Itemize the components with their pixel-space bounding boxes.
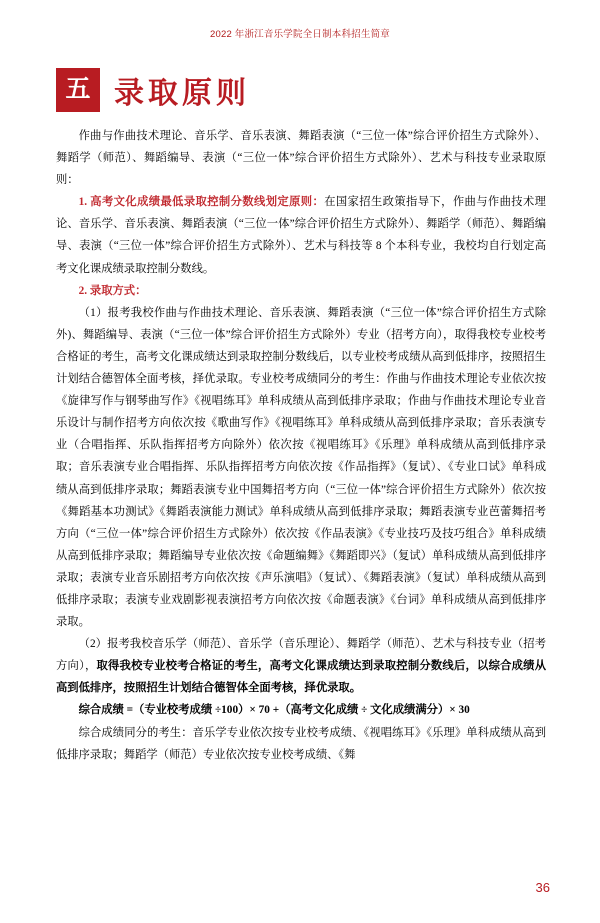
paragraph-3: 综合成绩同分的考生：音乐学专业依次按专业校考成绩、《视唱练耳》《乐理》单科成绩从高到低排序录取；舞蹈学（师范）专业依次按专业校考成绩、《舞 — [56, 726, 546, 761]
section-heading — [56, 68, 250, 112]
item1-text: 在国家招生政策指导下，作曲与作曲技术理论、音乐学、音乐表演、舞蹈表演（“三位一体”综合评价招生方式除外）、舞蹈学（师范）、舞蹈编导、表演（“三位一体”综合评价招生方式除外）、艺术与科技等 8 个本科专业，我校均自行划定高考文化课成绩录取控制分数线。 — [56, 196, 546, 275]
section-title-text: 录取原则 — [114, 77, 250, 110]
page-number: 36 — [535, 880, 550, 895]
document-body — [56, 125, 546, 766]
item2-heading: 2. 录取方式： — [78, 284, 147, 297]
paragraph-intro: 作曲与作曲技术理论、音乐学、音乐表演、舞蹈表演（“三位一体”综合评价招生方式除外）、舞蹈学（师范）、舞蹈编导、表演（“三位一体”综合评价招生方式除外）、艺术与科技专业录取原则： — [56, 130, 546, 187]
paragraph-2 — [56, 633, 546, 699]
paragraph-item1 — [56, 191, 546, 279]
item1-heading: 1. 高考文化成绩最低录取控制分数线划定原则： — [78, 196, 325, 209]
paragraph-1: （1）报考我校作曲与作曲技术理论、音乐表演、舞蹈表演（“三位一体”综合评价招生方式除外)、舞蹈编导、表演（“三位一体”综合评价招生方式除外）专业（招考方向），取得我校专业校考合格证的考生，高考文化课成绩达到录取控制分数线后，以专业校考成绩从高到低排序，按照招生计划结合德智体全面考核，择优录取。专业校考成绩同分的考生：作曲与作曲技术理论专业依次按《旋律写作与钢琴曲写作》《视唱练耳》单科成绩从高到低排序录取；作曲与作曲技术理论专业音乐设计与制作招考方向依次按《歌曲写作》《视唱练耳》单科成绩从高到低排序录取；音乐表演专业（合唱指挥、乐队指挥招考方向除外）依次按《视唱练耳》《乐理》单科成绩从高到低排序录取；音乐表演专业合唱指挥、乐队指挥招考方向依次按《作品指挥》（复试）、《专业口试》单科成绩从高到低排序录取；舞蹈表演专业中国舞招考方向（“三位一体”综合评价招生方式除外）依次按《舞蹈基本功测试》《舞蹈表演能力测试》单科成绩从高到低排序录取；舞蹈表演专业芭蕾舞招考方向（“三位一体”综合评价招生方式除外）依次按《作品表演》《专业技巧及技巧组合》单科成绩从高到低排序录取；舞蹈编导专业依次按《命题编舞》《舞蹈即兴》（复试）单科成绩从高到低排序录取；表演专业音乐剧招考方向依次按《声乐演唱》（复试）、《舞蹈表演》（复试）单科成绩从高到低排序录取；表演专业戏剧影视表演招考方向依次按《命题表演》《台词》单科成绩从高到低排序录取。 — [56, 306, 546, 629]
paragraph-2-bold: 取得我校专业校考合格证的考生，高考文化课成绩达到录取控制分数线后，以综合成绩从高到低排序，按照招生计划结合德智体全面考核，择优录取。 — [56, 660, 546, 695]
running-header: 2022 年浙江音乐学院全日制本科招生简章 — [210, 29, 390, 40]
paragraph-2-plain: （2）报考我校音乐学（师范）、音乐学（音乐理论）、舞蹈学（师范）、艺术与科技专业（招考方向）， — [56, 638, 546, 673]
composite-score-formula: 综合成绩 =（专业校考成绩 ÷100）× 70 +（高考文化成绩 ÷ 文化成绩满分）× 30 — [78, 704, 470, 717]
section-number-badge: 五 — [56, 68, 100, 112]
